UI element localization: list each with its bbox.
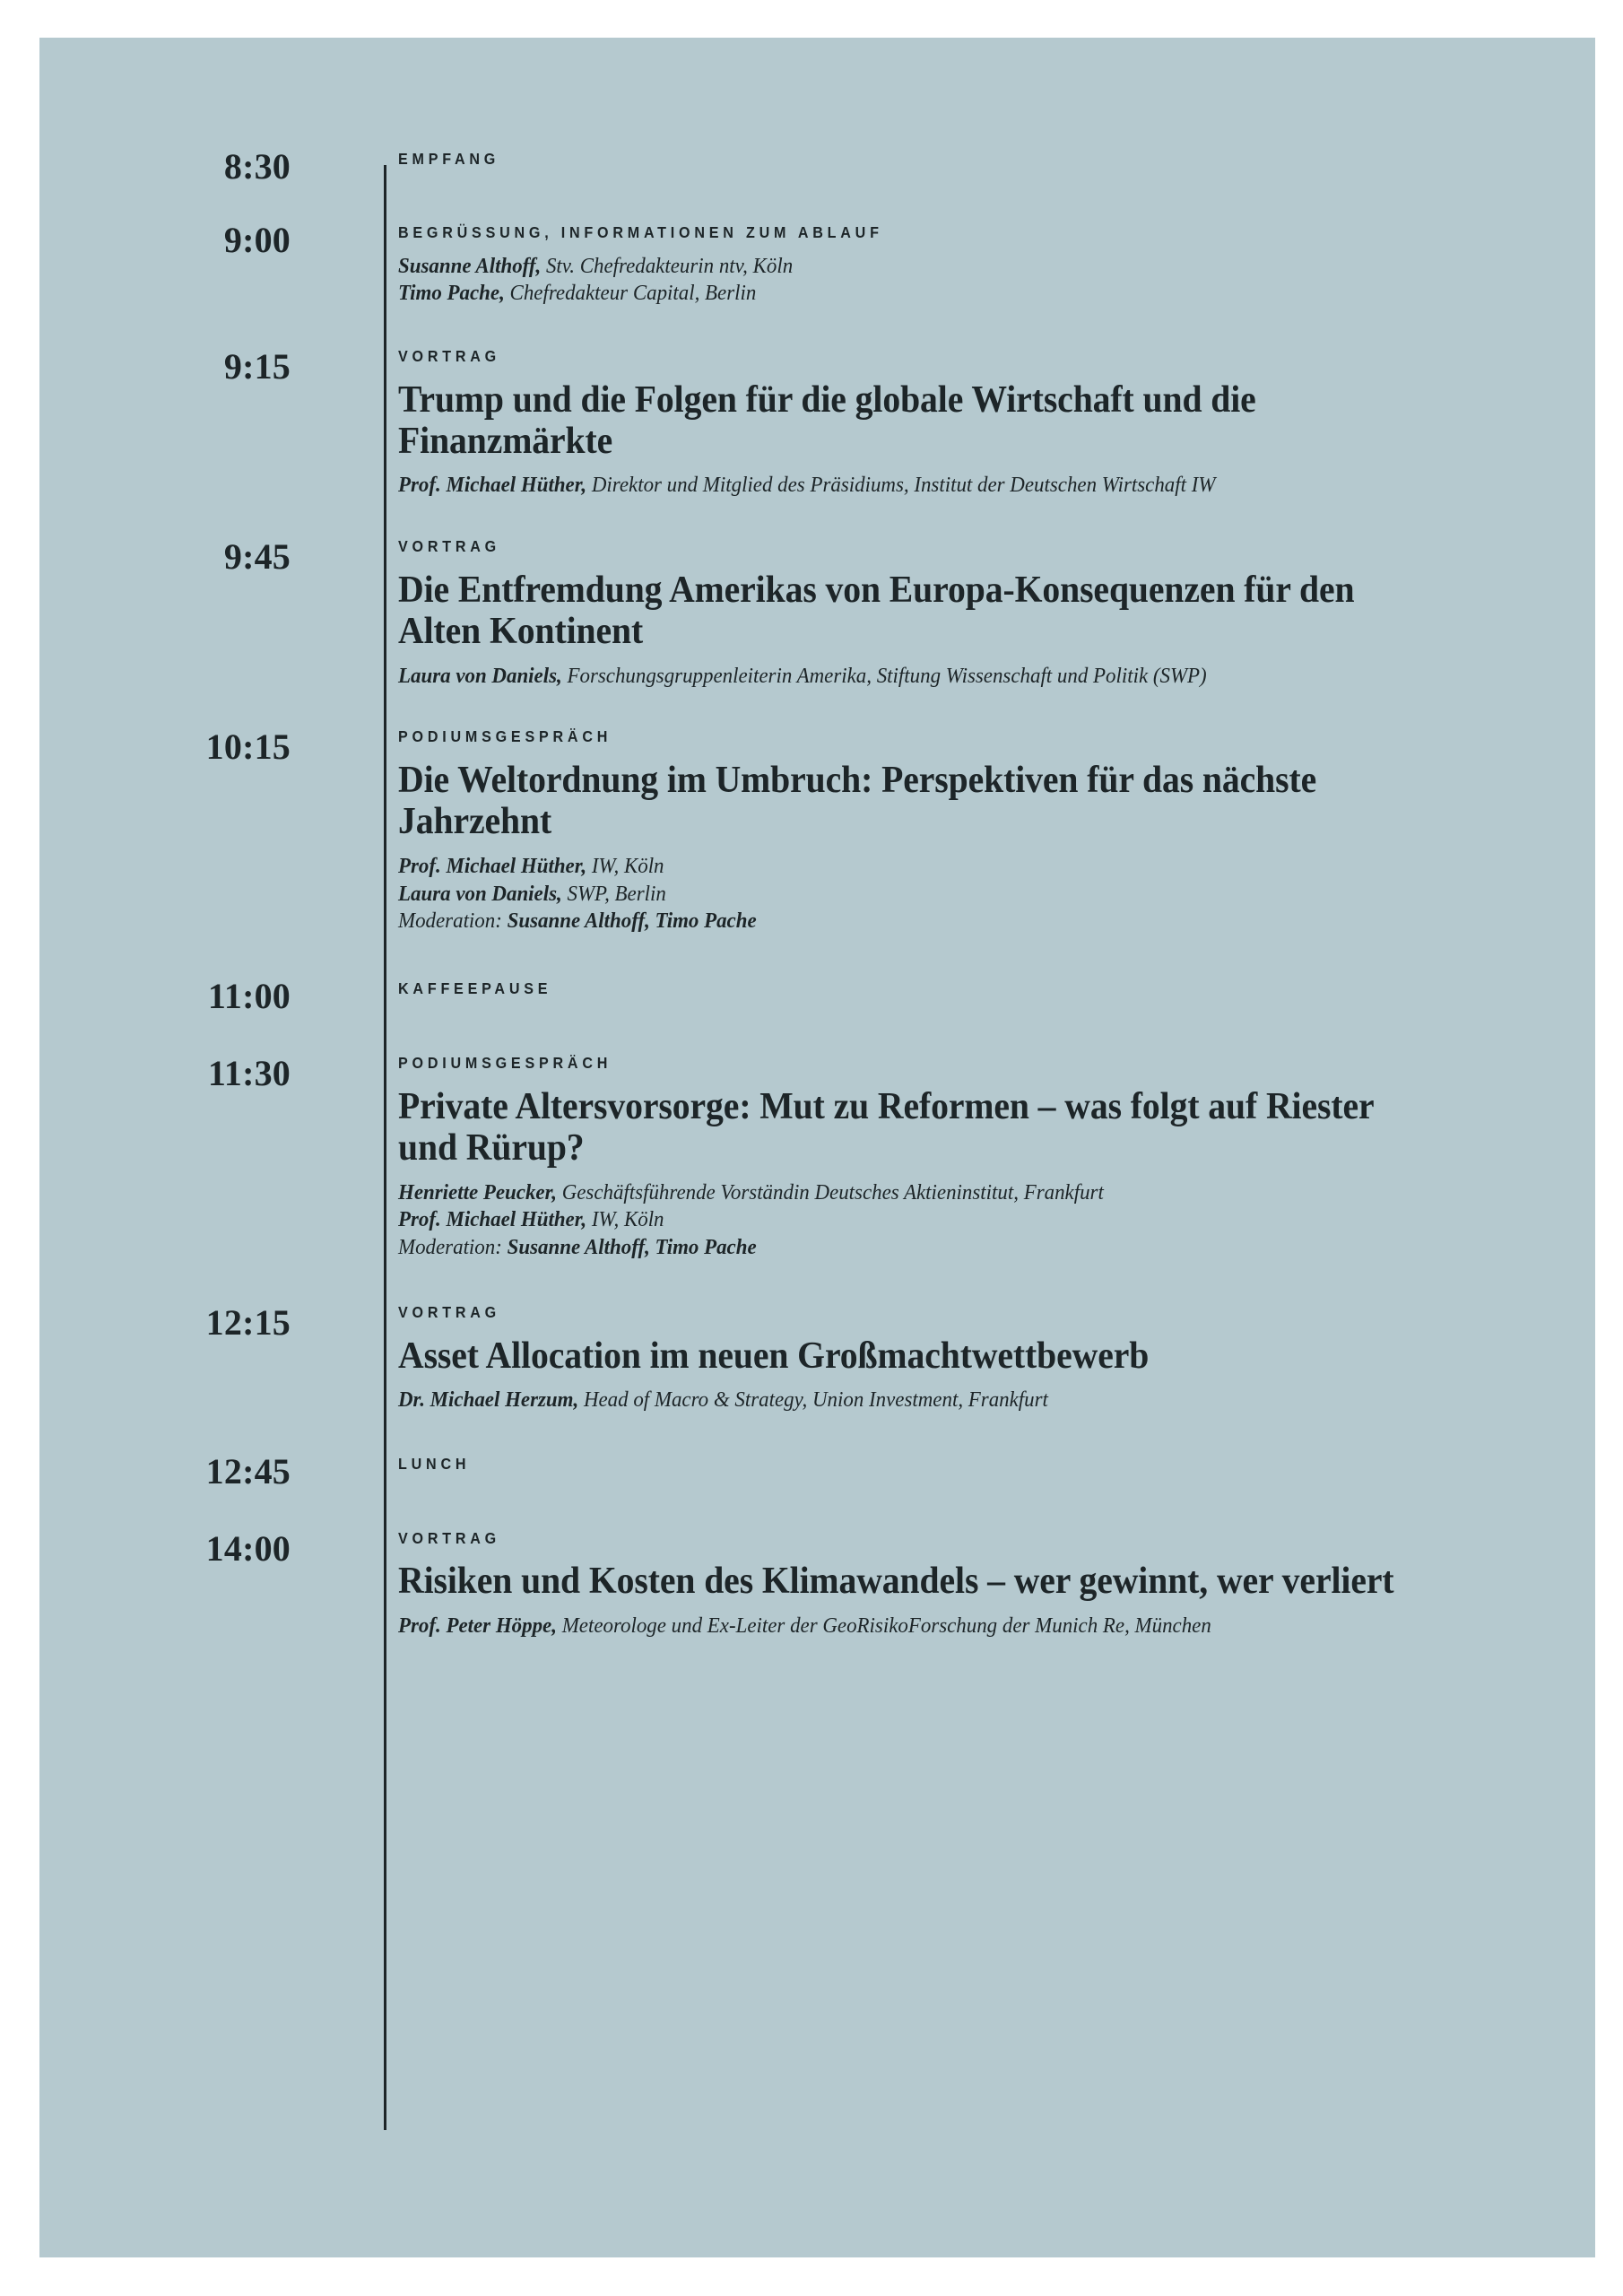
session-title: Trump und die Folgen für die globale Wirtschaft und die Finanzmärkte bbox=[398, 378, 1256, 463]
speaker-line bbox=[398, 253, 1425, 281]
row-spacer bbox=[39, 308, 1595, 349]
speaker-name: Prof. Peter Höppe, bbox=[398, 1613, 557, 1638]
agenda-row bbox=[39, 1302, 1595, 1414]
agenda-row bbox=[39, 346, 1595, 500]
speaker-line bbox=[398, 472, 1425, 500]
agenda-row-list bbox=[39, 146, 1595, 1640]
speaker-name: Dr. Michael Herzum, bbox=[398, 1387, 579, 1412]
session-time: 10:15 bbox=[205, 726, 291, 768]
session-kicker: KAFFEEPAUSE bbox=[398, 979, 552, 998]
session-kicker: BEGRÜSSUNG, INFORMATIONEN ZUM ABLAUF bbox=[398, 223, 883, 241]
speaker-line bbox=[398, 1387, 1425, 1414]
agenda-row bbox=[39, 1053, 1595, 1262]
session-title: Die Entfremdung Amerikas von Europa-Konsequenzen für den Alten Kontinent bbox=[398, 569, 1355, 653]
speaker-name: Prof. Michael Hüther, bbox=[398, 1208, 587, 1232]
agenda-row bbox=[39, 1527, 1595, 1640]
speaker-name: Prof. Michael Hüther, bbox=[398, 474, 587, 498]
agenda-row bbox=[39, 536, 1595, 690]
speaker-role: Head of Macro & Strategy, Union Investment, Frankfurt bbox=[578, 1387, 1048, 1412]
session-content bbox=[337, 349, 1595, 500]
row-spacer bbox=[39, 1490, 1595, 1531]
session-kicker: VORTRAG bbox=[398, 1303, 500, 1322]
session-title: Die Weltordnung im Umbruch: Perspektiven für das nächste Jahrzehnt bbox=[398, 759, 1317, 843]
session-content bbox=[337, 1454, 1595, 1473]
speaker-role: IW, Köln bbox=[586, 1208, 664, 1232]
row-spacer bbox=[39, 185, 1595, 222]
speaker-role: Geschäftsführende Vorständin Deutsches Aktieninstitut, Frankfurt bbox=[556, 1180, 1104, 1205]
session-speakers bbox=[398, 1179, 1425, 1262]
speaker-role: SWP, Berlin bbox=[561, 882, 666, 906]
speaker-line bbox=[398, 663, 1425, 691]
speaker-name: Henriette Peucker, bbox=[398, 1180, 557, 1205]
session-kicker: VORTRAG bbox=[398, 1528, 500, 1547]
session-time: 14:00 bbox=[205, 1527, 291, 1569]
session-content bbox=[337, 1305, 1595, 1414]
speaker-role: IW, Köln bbox=[586, 854, 664, 878]
speaker-name: Laura von Daniels, bbox=[398, 882, 562, 906]
row-spacer bbox=[39, 500, 1595, 539]
speaker-name: Timo Pache, bbox=[398, 282, 505, 306]
speaker-name: Prof. Michael Hüther, bbox=[398, 854, 587, 878]
agenda-row bbox=[39, 726, 1595, 935]
session-content bbox=[337, 149, 1595, 168]
speaker-name: Laura von Daniels, bbox=[398, 664, 562, 688]
row-spacer bbox=[39, 1262, 1595, 1305]
speaker-line bbox=[398, 881, 1425, 909]
session-time: 8:30 bbox=[223, 146, 291, 187]
session-speakers bbox=[398, 1387, 1425, 1414]
speaker-role: Direktor und Mitglied des Präsidiums, Institut der Deutschen Wirtschaft IW bbox=[586, 474, 1216, 498]
row-spacer bbox=[39, 690, 1595, 729]
agenda-row bbox=[39, 146, 1595, 187]
speaker-name: Susanne Althoff, bbox=[398, 254, 542, 278]
session-kicker: PODIUMSGESPRÄCH bbox=[398, 727, 612, 746]
session-content bbox=[337, 729, 1595, 935]
session-title: Asset Allocation im neuen Großmachtwettbewerb bbox=[398, 1335, 1150, 1377]
session-speakers bbox=[398, 663, 1425, 691]
session-title: Risiken und Kosten des Klimawandels – wer gewinnt, wer verliert bbox=[398, 1561, 1394, 1603]
session-time: 9:45 bbox=[223, 536, 291, 578]
session-speakers bbox=[398, 1613, 1425, 1640]
session-kicker: VORTRAG bbox=[398, 537, 500, 556]
session-time: 9:00 bbox=[223, 220, 291, 260]
row-spacer bbox=[39, 1014, 1595, 1056]
session-content bbox=[337, 1528, 1595, 1640]
speaker-line bbox=[398, 280, 1425, 308]
session-kicker: EMPFANG bbox=[398, 150, 500, 168]
session-kicker: LUNCH bbox=[398, 1454, 471, 1473]
session-kicker: PODIUMSGESPRÄCH bbox=[398, 1054, 612, 1073]
agenda-row bbox=[39, 976, 1595, 1017]
speaker-line bbox=[398, 853, 1425, 881]
session-time: 12:45 bbox=[205, 1450, 291, 1492]
session-speakers bbox=[398, 472, 1425, 500]
speaker-name: Susanne Althoff, Timo Pache bbox=[507, 909, 757, 934]
session-content bbox=[337, 978, 1595, 997]
speaker-line bbox=[398, 908, 1425, 935]
speaker-role: Stv. Chefredakteurin ntv, Köln bbox=[541, 254, 794, 278]
session-speakers bbox=[398, 253, 1425, 309]
session-content bbox=[337, 539, 1595, 690]
session-kicker: VORTRAG bbox=[398, 347, 500, 366]
session-time: 11:30 bbox=[207, 1053, 291, 1094]
speaker-prefix: Moderation: bbox=[398, 1236, 508, 1260]
session-title: Private Altersvorsorge: Mut zu Reformen – was folgt auf Riester und Rürup? bbox=[398, 1085, 1374, 1170]
speaker-line bbox=[398, 1179, 1425, 1207]
speaker-prefix: Moderation: bbox=[398, 909, 508, 934]
session-content bbox=[337, 1056, 1595, 1262]
agenda-row bbox=[39, 1450, 1595, 1492]
session-time: 11:00 bbox=[207, 976, 291, 1017]
session-speakers bbox=[398, 853, 1425, 935]
session-content bbox=[337, 222, 1595, 308]
row-spacer bbox=[39, 1414, 1595, 1454]
speaker-role: Forschungsgruppenleiterin Amerika, Stiftung Wissenschaft und Politik (SWP) bbox=[561, 664, 1207, 688]
row-spacer bbox=[39, 935, 1595, 978]
speaker-role: Meteorologe und Ex-Leiter der GeoRisikoForschung der Munich Re, München bbox=[556, 1613, 1211, 1638]
speaker-role: Chefredakteur Capital, Berlin bbox=[504, 282, 757, 306]
speaker-name: Susanne Althoff, Timo Pache bbox=[507, 1236, 757, 1260]
speaker-line bbox=[398, 1234, 1425, 1262]
agenda bbox=[39, 38, 1595, 2257]
agenda-row bbox=[39, 222, 1595, 308]
agenda-panel bbox=[39, 38, 1595, 2257]
speaker-line bbox=[398, 1206, 1425, 1234]
session-time: 12:15 bbox=[205, 1302, 291, 1344]
session-time: 9:15 bbox=[223, 346, 291, 387]
speaker-line bbox=[398, 1613, 1425, 1640]
